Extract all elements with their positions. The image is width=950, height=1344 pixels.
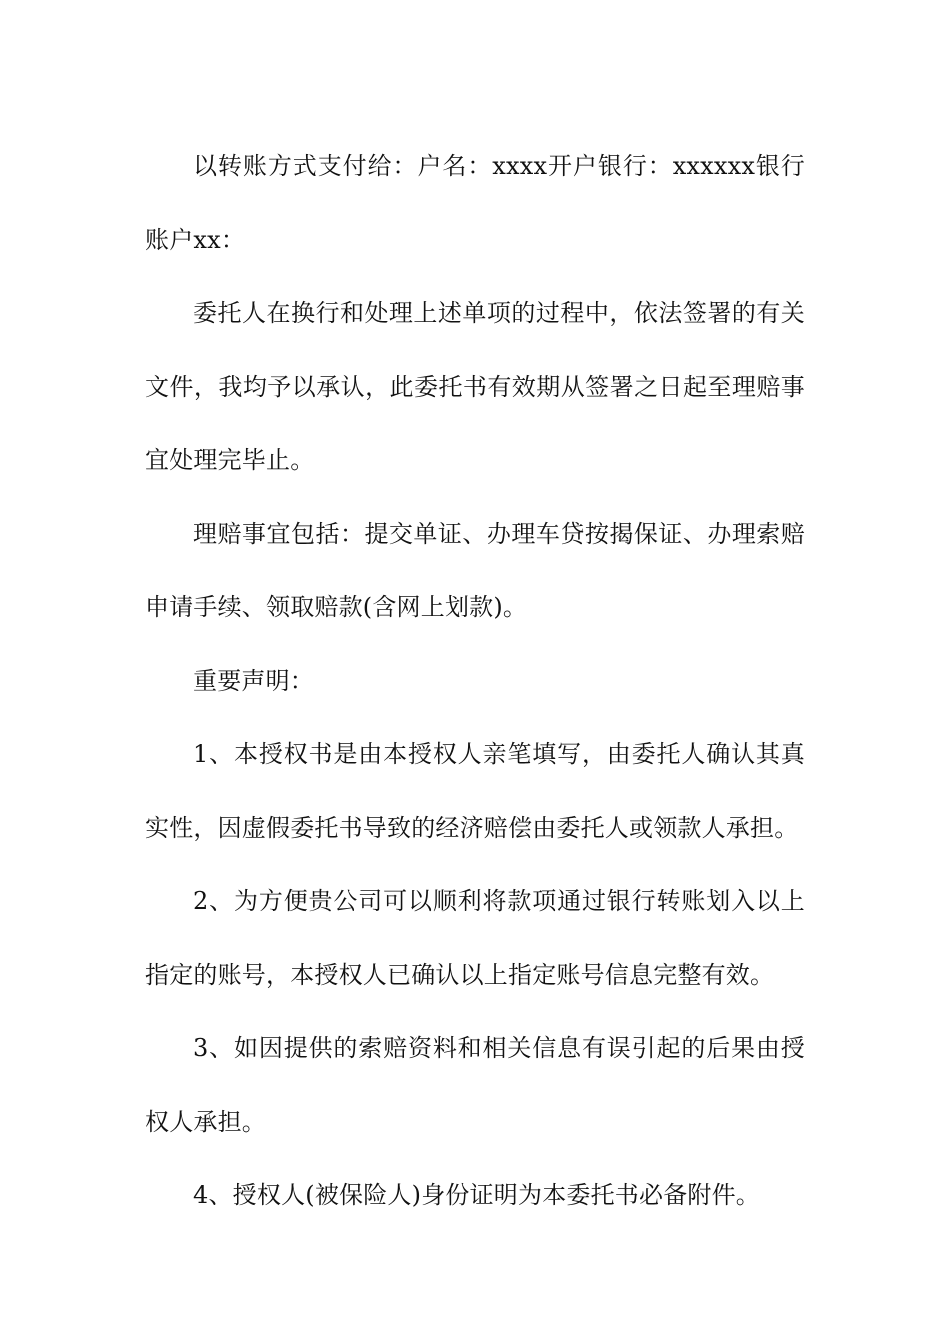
paragraph-authorization-validity: 委托人在换行和处理上述单项的过程中，依法签署的有关文件，我均予以承认，此委托书有效期从签署之日起至理赔事宜处理完毕止。 [145, 299, 805, 474]
paragraph-statement-2: 2、为方便贵公司可以顺利将款项通过银行转账划入以上指定的账号，本授权人已确认以上指定账号信息完整有效。 [145, 887, 805, 989]
paragraph-statement-3: 3、如因提供的索赔资料和相关信息有误引起的后果由授权人承担。 [145, 1034, 805, 1136]
paragraph-statement-4: 4、授权人(被保险人)身份证明为本委托书必备附件。 [193, 1181, 760, 1209]
paragraph-important-statement-heading: 重要声明： [193, 666, 314, 695]
document-body [145, 130, 805, 1233]
paragraph-statement-1: 1、本授权书是由本授权人亲笔填写，由委托人确认其真实性，因虚假委托书导致的经济赔偿由委托人或领款人承担。 [145, 740, 805, 842]
paragraph-payment-account: 以转账方式支付给：户名：xxxx开户银行：xxxxxx银行账户xx： [145, 152, 805, 254]
paragraph-claim-matters: 理赔事宜包括：提交单证、办理车贷按揭保证、办理索赔申请手续、领取赔款(含网上划款)。 [145, 519, 805, 621]
